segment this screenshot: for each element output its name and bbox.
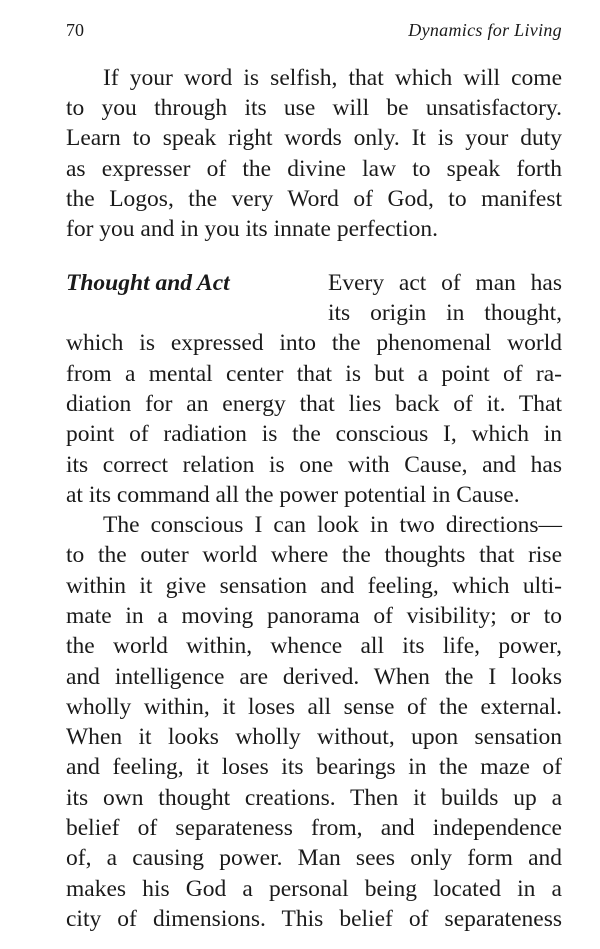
section-heading: Thought and Act	[66, 270, 230, 296]
text-line: at its command all the power potential in Cause.	[66, 482, 520, 508]
page-header	[66, 20, 562, 46]
page-number: 70	[66, 20, 84, 40]
text-line: Every act of man has	[328, 270, 562, 296]
text-line: point of radiation is the conscious I, which in	[66, 421, 562, 447]
text-line: which is expressed into the phenomenal world	[66, 330, 562, 356]
text-line: for you and in you its innate perfection.	[66, 216, 438, 242]
text-line: from a mental center that is but a point of ra-	[66, 361, 562, 387]
text-line: wholly within, it loses all sense of the external.	[66, 694, 562, 720]
text-line: of, a causing power. Man sees only form and	[66, 845, 562, 871]
text-line: city of dimensions. This belief of separateness	[66, 906, 562, 932]
text-line: and feeling, it loses its bearings in the maze of	[66, 754, 562, 780]
text-line: and intelligence are derived. When the I looks	[66, 664, 562, 690]
text-line: its origin in thought,	[328, 300, 562, 326]
text-line: to you through its use will be unsatisfactory.	[66, 95, 562, 121]
text-line: its own thought creations. Then it builds up a	[66, 785, 562, 811]
text-line: Learn to speak right words only. It is your duty	[66, 125, 562, 151]
text-line: to the outer world where the thoughts that rise	[66, 542, 562, 568]
text-line: mate in a moving panorama of visibility; or to	[66, 603, 562, 629]
text-line: its correct relation is one with Cause, and has	[66, 452, 562, 478]
text-line: If your word is selfish, that which will come	[103, 65, 562, 91]
text-line: When it looks wholly without, upon sensation	[66, 724, 562, 750]
text-line: as expresser of the divine law to speak forth	[66, 156, 562, 182]
text-line: within it give sensation and feeling, which ulti-	[66, 573, 562, 599]
text-line: The conscious I can look in two directions—	[103, 512, 562, 538]
text-line: belief of separateness from, and independence	[66, 815, 562, 841]
running-title: Dynamics for Living	[408, 20, 562, 40]
text-line: makes his God a personal being located in a	[66, 876, 562, 902]
text-line: diation for an energy that lies back of it. That	[66, 391, 562, 417]
text-line: the Logos, the very Word of God, to manifest	[66, 186, 562, 212]
text-line: the world within, whence all its life, power,	[66, 633, 562, 659]
